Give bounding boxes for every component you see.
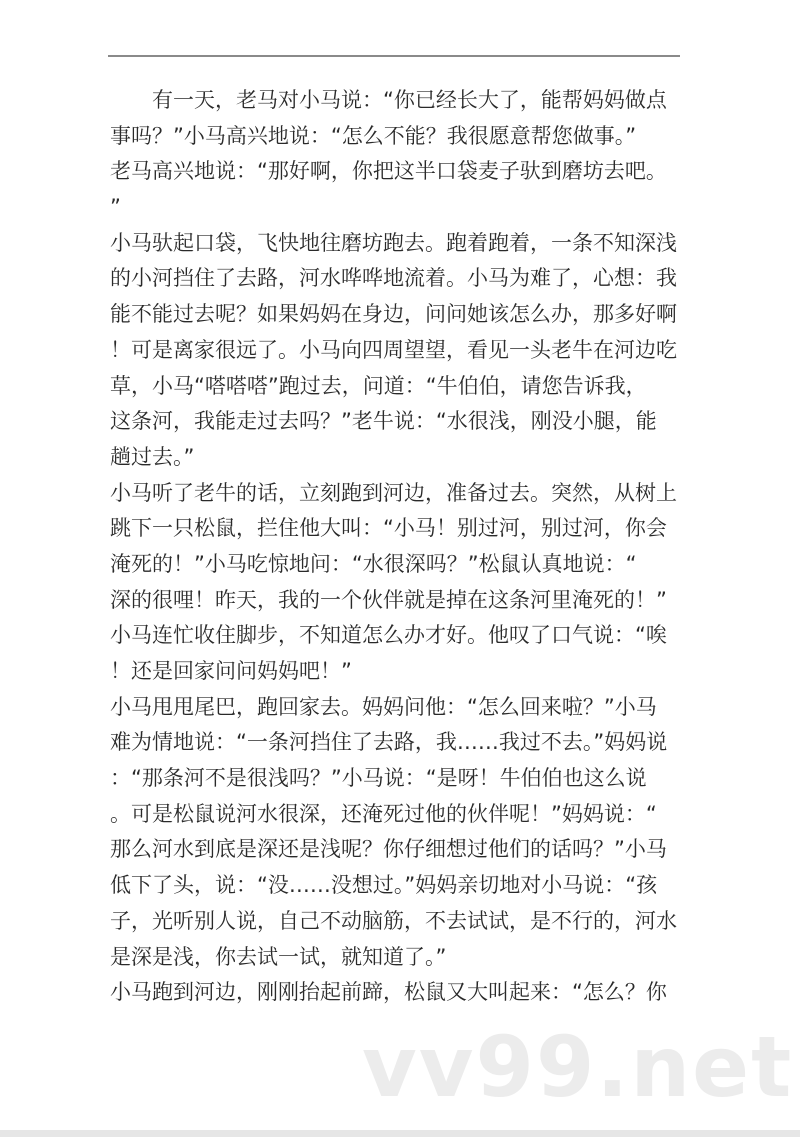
text-line: 那么河水到底是深还是浅呢？你仔细想过他们的话吗？”小马 [110, 837, 667, 862]
text-line: 能不能过去呢？如果妈妈在身边，问问她该怎么办，那多好啊 [110, 302, 677, 327]
text-line: 。可是松鼠说河水很深，还淹死过他的伙伴呢！”妈妈说：“ [110, 801, 657, 826]
text-line: 低下了头，说：“没……没想过。”妈妈亲切地对小马说：“孩 [110, 873, 658, 898]
text-line: 趟过去。” [110, 444, 195, 469]
text-line: 草，小马“嗒嗒嗒”跑过去，问道：“牛伯伯，请您告诉我， [110, 373, 647, 398]
text-line: 跳下一只松鼠，拦住他大叫：“小马！别过河，别过河，你会 [110, 516, 667, 541]
header-rule [108, 55, 680, 57]
text-line: 子，光听别人说，自己不动脑筋，不去试试，是不行的，河水 [110, 908, 677, 933]
text-line: 深的很哩！昨天，我的一个伙伴就是掉在这条河里淹死的！” [110, 587, 667, 612]
text-line: ！还是回家问问妈妈吧！” [110, 659, 352, 683]
text-line: ” [110, 195, 121, 220]
text-line: 这条河，我能走过去吗？”老牛说：“水很浅，刚没小腿，能 [110, 409, 657, 434]
text-line: 小马甩甩尾巴，跑回家去。妈妈问他：“怎么回来啦？”小马 [110, 694, 657, 719]
text-line: 难为情地说：“一条河挡住了去路，我……我过不去。”妈妈说 [110, 730, 668, 755]
text-line: 的小河挡住了去路，河水哗哗地流着。小马为难了，心想：我 [110, 266, 677, 291]
page-bottom-edge [0, 1130, 800, 1137]
text-line: ：“那条河不是很浅吗？”小马说：“是呀！牛伯伯也这么说 [110, 766, 647, 791]
text-line: 是深是浅，你去试一试，就知道了。” [110, 944, 447, 969]
text-line: ！可是离家很远了。小马向四周望望，看见一头老牛在河边吃 [110, 337, 677, 362]
watermark: vv99.net [362, 1018, 794, 1116]
text-line: 小马驮起口袋，飞快地往磨坊跑去。跑着跑着，一条不知深浅 [110, 230, 677, 255]
story-text [110, 83, 690, 1011]
text-line: 有一天，老马对小马说：“你已经长大了，能帮妈妈做点 [110, 88, 667, 112]
text-line: 小马跑到河边，刚刚抬起前蹄，松鼠又大叫起来：“怎么？你 [110, 980, 667, 1005]
text-line: 小马听了老牛的话，立刻跑到河边，准备过去。突然，从树上 [110, 480, 677, 505]
text-line: 事吗？”小马高兴地说：“怎么不能？我很愿意帮您做事。” [110, 123, 637, 148]
text-line: 淹死的！”小马吃惊地问：“水很深吗？”松鼠认真地说：“ [110, 551, 637, 576]
text-line: 老马高兴地说：“那好啊，你把这半口袋麦子驮到磨坊去吧。 [110, 159, 667, 184]
text-line: 小马连忙收住脚步，不知道怎么办才好。他叹了口气说：“唉 [110, 623, 667, 648]
